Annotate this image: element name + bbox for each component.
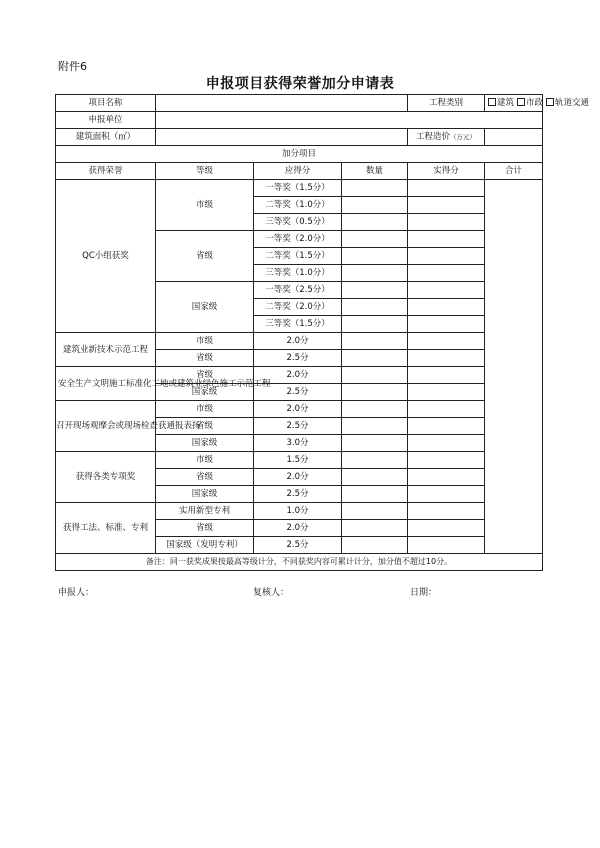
quantity-field[interactable] [342, 180, 408, 197]
honor-bonus-form-table [55, 94, 590, 571]
score-row [56, 367, 543, 384]
column-header-row [56, 163, 543, 180]
honor-category: QC小组获奖 [56, 180, 156, 333]
quantity-field[interactable] [342, 469, 408, 486]
quantity-field[interactable] [342, 299, 408, 316]
actual-score-field[interactable] [408, 503, 485, 520]
actual-score-field[interactable] [408, 452, 485, 469]
quantity-field[interactable] [342, 503, 408, 520]
score-cell: 1.5分 [254, 452, 342, 469]
quantity-field[interactable] [342, 214, 408, 231]
applicant-unit-field[interactable] [156, 112, 543, 129]
area-field[interactable] [156, 129, 408, 146]
column-header: 获得荣誉 [56, 163, 156, 180]
form-title: 申报项目获得荣誉加分申请表 [205, 76, 395, 92]
column-header: 应得分 [254, 163, 342, 180]
quantity-field[interactable] [342, 231, 408, 248]
level-cell: 实用新型专利 [156, 503, 254, 520]
cost-field[interactable] [485, 129, 543, 146]
score-row [56, 401, 543, 418]
column-header: 等级 [156, 163, 254, 180]
project-name-label: 项目名称 [56, 95, 156, 112]
honor-category: 获得各类专项奖 [56, 452, 156, 503]
actual-score-field[interactable] [408, 418, 485, 435]
attachment-label: 附件6 [58, 60, 87, 73]
type-building-label: 建筑 [497, 98, 515, 108]
actual-score-field[interactable] [408, 486, 485, 503]
reviewer-signature-label: 复核人： [253, 588, 290, 598]
score-cell: 2.5分 [254, 486, 342, 503]
actual-score-field[interactable] [408, 248, 485, 265]
score-cell: 2.5分 [254, 350, 342, 367]
actual-score-field[interactable] [408, 401, 485, 418]
level-cell: 国家级 [156, 282, 254, 333]
note-row [56, 554, 543, 571]
row-applicant-unit [56, 112, 543, 129]
level-cell: 省级 [156, 418, 254, 435]
quantity-field[interactable] [342, 350, 408, 367]
bonus-section-header: 加分项目 [56, 146, 543, 163]
level-cell: 省级 [156, 469, 254, 486]
score-cell: 1.0分 [254, 503, 342, 520]
level-cell: 市级 [156, 333, 254, 350]
score-row [56, 503, 543, 520]
checkbox-rail[interactable] [546, 98, 554, 106]
score-cell: 3.0分 [254, 435, 342, 452]
applicant-signature-label: 申报人： [58, 588, 95, 598]
checkbox-building[interactable] [488, 98, 496, 106]
level-cell: 国家级 [156, 384, 254, 401]
actual-score-field[interactable] [408, 435, 485, 452]
actual-score-field[interactable] [408, 333, 485, 350]
project-type-label: 工程类别 [408, 95, 485, 112]
type-municipal-label: 市政 [526, 98, 544, 108]
actual-score-field[interactable] [408, 469, 485, 486]
note-text: 备注：同一获奖成果按最高等级计分，不同获奖内容可累计计分，加分值不超过10分。 [56, 554, 543, 571]
level-cell: 省级 [156, 231, 254, 282]
quantity-field[interactable] [342, 520, 408, 537]
type-rail-label: 轨道交通 [555, 98, 590, 108]
quantity-field[interactable] [342, 282, 408, 299]
score-cell: 三等奖（1.5分） [254, 316, 342, 333]
cost-label [408, 129, 485, 146]
honor-category: 安全生产文明施工标准化工地或建筑业绿色施工示范工程 [56, 367, 156, 401]
row-project-name [56, 95, 543, 112]
score-cell: 一等奖（2.0分） [254, 231, 342, 248]
actual-score-field[interactable] [408, 265, 485, 282]
quantity-field[interactable] [342, 486, 408, 503]
quantity-field[interactable] [342, 248, 408, 265]
cost-unit: （万元） [450, 133, 477, 141]
score-cell: 2.0分 [254, 333, 342, 350]
score-cell: 二等奖（1.5分） [254, 248, 342, 265]
quantity-field[interactable] [342, 384, 408, 401]
honor-category: 召开现场观摩会或现场检查获通报表扬 [56, 401, 156, 452]
score-row [56, 452, 543, 469]
honor-category: 建筑业新技术示范工程 [56, 333, 156, 367]
level-cell: 国家级 [156, 486, 254, 503]
level-cell: 国家级（发明专利） [156, 537, 254, 554]
quantity-field[interactable] [342, 401, 408, 418]
score-cell: 一等奖（2.5分） [254, 282, 342, 299]
actual-score-field[interactable] [408, 299, 485, 316]
actual-score-field[interactable] [408, 384, 485, 401]
project-type-options [485, 95, 590, 112]
level-cell: 省级 [156, 350, 254, 367]
quantity-field[interactable] [342, 367, 408, 384]
quantity-field[interactable] [342, 197, 408, 214]
date-label: 日期： [410, 588, 438, 598]
score-row [56, 180, 543, 197]
quantity-field[interactable] [342, 333, 408, 350]
actual-score-field[interactable] [408, 350, 485, 367]
score-cell: 2.5分 [254, 384, 342, 401]
column-header: 实得分 [408, 163, 485, 180]
actual-score-field[interactable] [408, 367, 485, 384]
actual-score-field[interactable] [408, 214, 485, 231]
score-cell: 二等奖（2.0分） [254, 299, 342, 316]
level-cell: 市级 [156, 180, 254, 231]
score-row [56, 333, 543, 350]
score-cell: 2.5分 [254, 418, 342, 435]
area-label: 建筑面积（㎡） [56, 129, 156, 146]
score-cell: 二等奖（1.0分） [254, 197, 342, 214]
quantity-field[interactable] [342, 452, 408, 469]
level-cell: 国家级 [156, 435, 254, 452]
score-cell: 2.0分 [254, 520, 342, 537]
level-cell: 市级 [156, 452, 254, 469]
score-cell: 2.0分 [254, 401, 342, 418]
applicant-unit-label: 申报单位 [56, 112, 156, 129]
column-header: 数量 [342, 163, 408, 180]
level-cell: 省级 [156, 520, 254, 537]
quantity-field[interactable] [342, 265, 408, 282]
checkbox-municipal[interactable] [517, 98, 525, 106]
actual-score-field[interactable] [408, 197, 485, 214]
actual-score-field[interactable] [408, 537, 485, 554]
column-header: 合计 [485, 163, 543, 180]
actual-score-field[interactable] [408, 520, 485, 537]
actual-score-field[interactable] [408, 231, 485, 248]
row-area-cost [56, 129, 543, 146]
score-cell: 三等奖（1.0分） [254, 265, 342, 282]
quantity-field[interactable] [342, 316, 408, 333]
form-body [56, 95, 590, 571]
level-cell: 省级 [156, 367, 254, 384]
quantity-field[interactable] [342, 435, 408, 452]
actual-score-field[interactable] [408, 180, 485, 197]
total-field[interactable] [485, 180, 543, 554]
honor-category: 获得工法、标准、专利 [56, 503, 156, 554]
score-cell: 2.5分 [254, 537, 342, 554]
level-cell: 市级 [156, 401, 254, 418]
score-cell: 2.0分 [254, 367, 342, 384]
score-cell: 2.0分 [254, 469, 342, 486]
row-bonus-section [56, 146, 543, 163]
quantity-field[interactable] [342, 537, 408, 554]
score-cell: 一等奖（1.5分） [254, 180, 342, 197]
actual-score-field[interactable] [408, 316, 485, 333]
quantity-field[interactable] [342, 418, 408, 435]
actual-score-field[interactable] [408, 282, 485, 299]
project-name-field[interactable] [156, 95, 408, 112]
score-cell: 三等奖（0.5分） [254, 214, 342, 231]
cost-label-text: 工程造价 [416, 132, 451, 142]
